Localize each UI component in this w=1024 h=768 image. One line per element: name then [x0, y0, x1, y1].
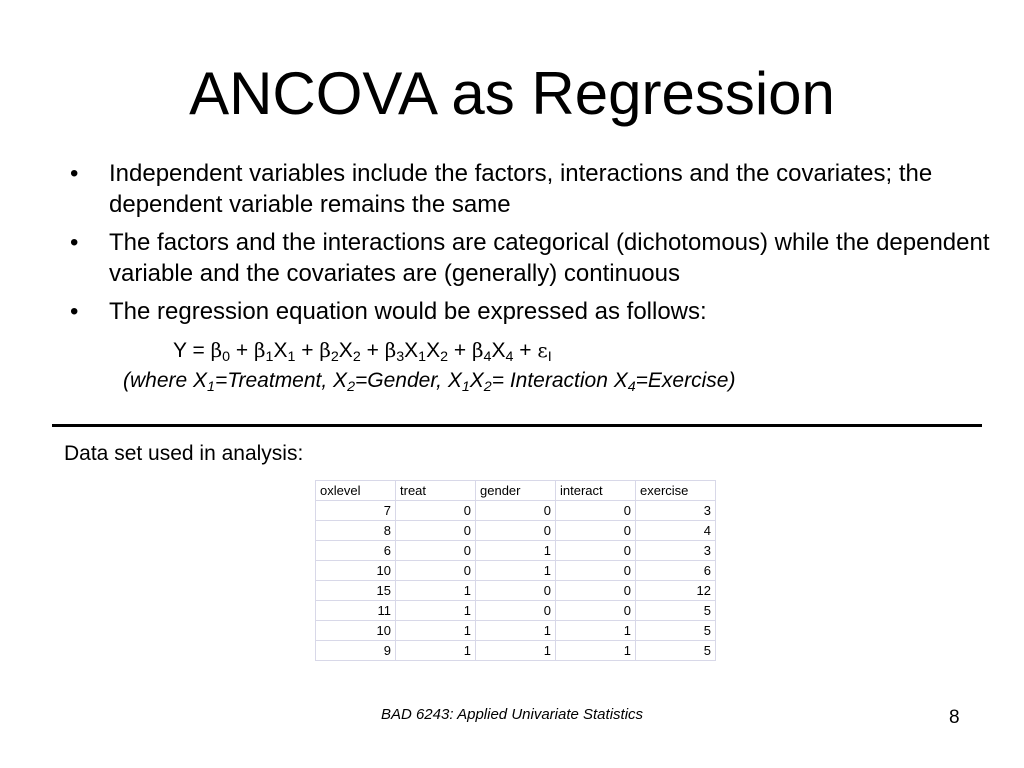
beta-symbol: β [253, 338, 266, 362]
table-cell: 0 [396, 521, 476, 541]
table-cell: 6 [316, 541, 396, 561]
subscript: 3 [396, 348, 405, 365]
table-cell: 12 [636, 581, 716, 601]
bullet-text: The regression equation would be expressed as follows: [109, 298, 707, 325]
table-row [316, 501, 716, 521]
table-row [316, 601, 716, 621]
table-cell: 3 [636, 501, 716, 521]
table-header-row [316, 481, 716, 501]
table-cell: 1 [396, 581, 476, 601]
subscript: 4 [627, 378, 636, 395]
table-cell: 5 [636, 641, 716, 661]
table-cell: 0 [556, 541, 636, 561]
subscript: 4 [505, 348, 514, 365]
table-cell: 1 [476, 621, 556, 641]
table-cell: 1 [556, 621, 636, 641]
note-text: =Gender, X [355, 369, 462, 392]
table-cell: 1 [396, 601, 476, 621]
column-header: treat [396, 481, 476, 501]
subscript: 1 [418, 348, 427, 365]
subscript: 2 [330, 348, 339, 365]
regression-equation [173, 336, 552, 365]
plus-sign: + [230, 339, 254, 362]
beta-symbol: β [384, 338, 397, 362]
table-cell: 0 [476, 581, 556, 601]
table-row [316, 541, 716, 561]
table-cell: 0 [556, 601, 636, 621]
subscript: 2 [440, 348, 449, 365]
note-text: =Treatment, X [214, 369, 348, 392]
x-variable: X [491, 339, 506, 362]
column-header: oxlevel [316, 481, 396, 501]
table-cell: 11 [316, 601, 396, 621]
table-cell: 0 [476, 501, 556, 521]
note-text: = Interaction X [491, 369, 628, 392]
plus-sign: + [360, 339, 385, 362]
bullet-list [64, 158, 994, 334]
table-cell: 0 [556, 561, 636, 581]
table-cell: 0 [396, 501, 476, 521]
table-row [316, 581, 716, 601]
table-cell: 1 [476, 561, 556, 581]
table-cell: 1 [396, 621, 476, 641]
x-variable: X [273, 339, 288, 362]
table-cell: 1 [396, 641, 476, 661]
subscript: 1 [265, 348, 274, 365]
beta-symbol: β [472, 338, 484, 362]
plus-sign: + [448, 339, 472, 362]
table-cell: 3 [636, 541, 716, 561]
bullet-item [64, 158, 994, 220]
table-row [316, 641, 716, 661]
x-variable: X [338, 339, 353, 362]
table-row [316, 521, 716, 541]
subscript: I [547, 348, 552, 365]
epsilon-symbol: ε [537, 338, 548, 362]
table-cell: 10 [316, 561, 396, 581]
equation-lhs: Y = [173, 339, 211, 362]
table-cell: 0 [396, 541, 476, 561]
table-cell: 1 [476, 641, 556, 661]
bullet-text: Independent variables include the factors, interactions and the covariates; the dependent variable remains the same [109, 160, 933, 218]
bullet-item [64, 227, 994, 289]
table-cell: 5 [636, 601, 716, 621]
table-cell: 0 [476, 601, 556, 621]
column-header: interact [556, 481, 636, 501]
table-cell: 5 [636, 621, 716, 641]
table-cell: 8 [316, 521, 396, 541]
x-variable: X [426, 339, 441, 362]
subscript: 1 [461, 378, 470, 395]
table-cell: 6 [636, 561, 716, 581]
table-cell: 9 [316, 641, 396, 661]
table-cell: 15 [316, 581, 396, 601]
divider-line [52, 424, 982, 427]
subscript: 1 [207, 378, 215, 395]
note-text: X [469, 369, 484, 392]
page-number: 8 [949, 707, 960, 728]
note-text: =Exercise) [635, 369, 736, 392]
bullet-item [64, 296, 994, 327]
x-variable: X [404, 339, 419, 362]
dataset-label: Data set used in analysis: [64, 442, 304, 465]
slide-footer: BAD 6243: Applied Univariate Statistics [380, 706, 644, 723]
bullet-marker: • [70, 229, 79, 256]
table-row [316, 621, 716, 641]
beta-symbol: β [319, 338, 331, 362]
slide-title: ANCOVA as Regression [189, 60, 835, 127]
table-row [316, 561, 716, 581]
table-cell: 1 [556, 641, 636, 661]
table-cell: 0 [556, 581, 636, 601]
subscript: 0 [222, 348, 231, 365]
variable-note [123, 367, 735, 395]
data-table [315, 480, 716, 661]
table-cell: 0 [556, 501, 636, 521]
beta-symbol: β [210, 338, 223, 362]
table-cell: 0 [396, 561, 476, 581]
table-cell: 0 [476, 521, 556, 541]
table-cell: 4 [636, 521, 716, 541]
plus-sign: + [295, 339, 320, 362]
subscript: 2 [352, 348, 361, 365]
bullet-text: The factors and the interactions are categorical (dichotomous) while the dependent variable and the covariates are (generally) continuous [109, 229, 990, 287]
plus-sign: + [513, 339, 538, 362]
table-cell: 0 [556, 521, 636, 541]
bullet-marker: • [70, 298, 79, 325]
note-text: (where X [123, 369, 208, 392]
column-header: gender [476, 481, 556, 501]
table-cell: 7 [316, 501, 396, 521]
subscript: 2 [347, 378, 355, 395]
subscript: 4 [483, 348, 492, 365]
table-cell: 1 [476, 541, 556, 561]
bullet-marker: • [70, 160, 79, 187]
column-header: exercise [636, 481, 716, 501]
subscript: 2 [483, 378, 492, 395]
subscript: 1 [287, 348, 296, 365]
table-cell: 10 [316, 621, 396, 641]
